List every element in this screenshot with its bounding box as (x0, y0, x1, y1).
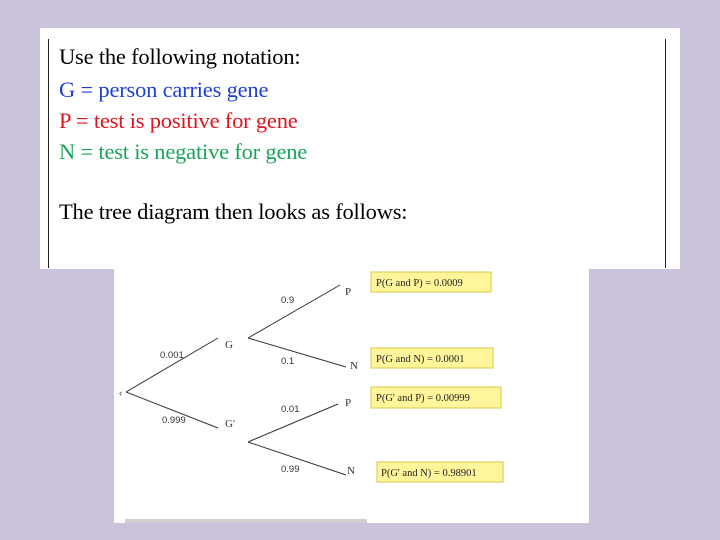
result-g-and-p: P(G and P) = 0.0009 (376, 278, 463, 289)
leaf-p-1: P (345, 286, 352, 298)
prob-g: 0.001 (160, 350, 184, 361)
result-g-and-n: P(G and N) = 0.0001 (376, 354, 465, 365)
branch-g-n (248, 338, 346, 367)
tree-intro-text: The tree diagram then looks as follows: (59, 199, 408, 224)
definition-g: G = person carries gene (59, 77, 269, 102)
leaf-n-1: N (350, 360, 358, 372)
definition-p: P = test is positive for gene (59, 108, 298, 133)
result-gprime-and-p: P(G' and P) = 0.00999 (376, 393, 470, 404)
node-g: G (225, 339, 233, 351)
branch-g-p (248, 285, 340, 338)
prob-g-to-n: 0.1 (281, 356, 295, 367)
prob-gprime: 0.999 (162, 415, 186, 426)
definition-n: N = test is negative for gene (59, 139, 308, 164)
root-marker: ‹ (119, 388, 123, 399)
leaf-p-2: P (345, 397, 352, 409)
prob-gprime-to-p: 0.01 (281, 404, 300, 415)
result-gprime-and-n: P(G' and N) = 0.98901 (381, 468, 477, 479)
prob-g-to-p: 0.9 (281, 295, 295, 306)
branch-root-g (126, 338, 218, 392)
leaf-n-2: N (347, 465, 355, 477)
notation-heading: Use the following notation: (59, 44, 301, 69)
node-gprime: G' (225, 418, 235, 430)
prob-gprime-to-n: 0.99 (281, 464, 300, 475)
